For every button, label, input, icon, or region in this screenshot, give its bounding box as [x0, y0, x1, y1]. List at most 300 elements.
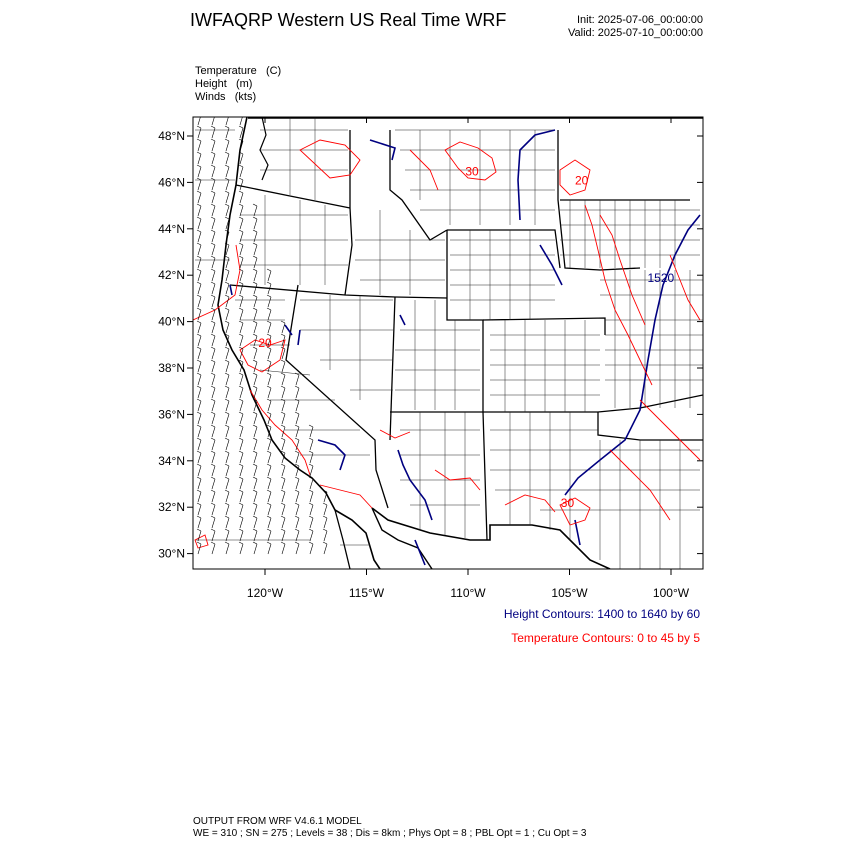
wind-barb-flag [211, 178, 215, 180]
wind-barb-flag [197, 165, 201, 167]
wind-barb [268, 271, 271, 281]
wind-barb-flag [211, 217, 215, 219]
wind-barb-flag [281, 503, 285, 505]
wind-barb [282, 505, 285, 515]
wind-barb [324, 544, 327, 554]
wind-barb-flag [239, 204, 243, 206]
wind-barb-flag [295, 490, 299, 492]
wind-barb [268, 479, 271, 489]
wind-barb [226, 349, 229, 359]
wind-barb-flag [225, 347, 229, 349]
wind-barb [296, 531, 299, 541]
wind-barb [282, 362, 285, 372]
wind-barb-flag [197, 269, 201, 271]
wind-barb-flag [281, 464, 285, 466]
wind-barb-flag [197, 425, 201, 427]
wind-barb [226, 284, 229, 294]
wind-barb [212, 440, 215, 450]
wind-barb-flag [197, 438, 201, 440]
contour-label: 30 [560, 496, 575, 511]
wind-barb [212, 167, 215, 177]
wind-barb-flag [253, 438, 257, 440]
wind-barb-flag [281, 438, 285, 440]
wind-barb [324, 505, 327, 515]
wind-barb-flag [267, 451, 271, 453]
wind-barb [282, 544, 285, 554]
border-mexico [372, 508, 610, 569]
wind-barb-flag [267, 503, 271, 505]
wind-barb-flag [253, 360, 257, 362]
wind-barb-flag [267, 542, 271, 544]
wind-barb-flag [239, 230, 243, 232]
wind-barb [310, 440, 313, 450]
wind-barb-flag [211, 386, 215, 388]
wind-barb [226, 518, 229, 528]
wind-barb-flag [197, 360, 201, 362]
wind-barb [212, 362, 215, 372]
wind-barb [198, 310, 201, 320]
wind-barb [254, 440, 257, 450]
wind-barb-flag [197, 113, 201, 115]
wind-barb [268, 466, 271, 476]
wind-barb [254, 271, 257, 281]
wind-barb-flag [211, 425, 215, 427]
wind-barb [254, 518, 257, 528]
wind-barb [226, 492, 229, 502]
wind-barb [296, 401, 299, 411]
wind-barb-flag [267, 464, 271, 466]
wind-barb [282, 492, 285, 502]
wind-barb [282, 466, 285, 476]
wind-barb-flag [225, 152, 229, 154]
wind-barb-flag [239, 477, 243, 479]
wind-barb-flag [253, 282, 257, 284]
wind-barb [268, 440, 271, 450]
wind-barb-flag [225, 451, 229, 453]
wind-barb-flag [197, 230, 201, 232]
wind-barb-flag [295, 503, 299, 505]
wind-barb [268, 531, 271, 541]
wind-barb [240, 388, 243, 398]
wind-barb [296, 427, 299, 437]
wind-barb-flag [225, 308, 229, 310]
wind-barb-flag [239, 295, 243, 297]
wind-barb-flag [253, 477, 257, 479]
wind-barb-flag [267, 321, 271, 323]
wind-barb-flag [225, 542, 229, 544]
wind-barb-flag [211, 477, 215, 479]
wind-barb-flag [211, 113, 215, 115]
wind-barb-flag [197, 542, 201, 544]
wind-barb [282, 518, 285, 528]
wind-barb [268, 362, 271, 372]
wind-barb [310, 466, 313, 476]
wind-barb [240, 271, 243, 281]
wind-barb [296, 518, 299, 528]
wind-barb-flag [253, 451, 257, 453]
wind-barb-flag [295, 529, 299, 531]
wind-barb-flag [197, 412, 201, 414]
wind-barb-flag [197, 503, 201, 505]
wind-barb-flag [211, 204, 215, 206]
wind-barb [198, 479, 201, 489]
wind-barb [198, 297, 201, 307]
wind-barb [324, 518, 327, 528]
wind-barb [212, 232, 215, 242]
wind-barb [240, 193, 243, 203]
wind-barb [198, 440, 201, 450]
wind-barb-flag [267, 360, 271, 362]
wind-barb [254, 414, 257, 424]
field-height: Height (m) [195, 78, 253, 90]
lon-label: 115°W [348, 586, 385, 600]
wind-barb [212, 466, 215, 476]
wind-barb-flag [239, 516, 243, 518]
wind-barb-flag [253, 334, 257, 336]
wind-barb [268, 505, 271, 515]
wind-barb [212, 141, 215, 151]
lat-label: 38°N [158, 361, 185, 375]
init-time: Init: 2025-07-06_00:00:00 [577, 14, 703, 26]
wind-barb [212, 518, 215, 528]
wind-barb [282, 440, 285, 450]
wind-barb [226, 193, 229, 203]
wind-barb [226, 531, 229, 541]
wind-barb [226, 401, 229, 411]
model-version: OUTPUT FROM WRF V4.6.1 MODEL [193, 816, 362, 827]
wind-barb-flag [197, 516, 201, 518]
wind-barb [212, 479, 215, 489]
wind-barb-flag [211, 269, 215, 271]
wind-barb [268, 414, 271, 424]
wind-barb [226, 128, 229, 138]
wind-barb-flag [239, 282, 243, 284]
wind-barb-flag [281, 542, 285, 544]
wind-barb [240, 232, 243, 242]
wind-barb [212, 128, 215, 138]
wind-barb-flag [253, 516, 257, 518]
wind-barb-flag [281, 412, 285, 414]
wind-barb-flag [211, 321, 215, 323]
lat-label: 36°N [158, 407, 185, 422]
wind-barb-flag [197, 152, 201, 154]
wind-barb [198, 375, 201, 385]
baja-coast [335, 510, 350, 569]
contour-label: 20 [575, 173, 589, 188]
wind-barb-flag [281, 516, 285, 518]
wind-barb-flag [253, 308, 257, 310]
wind-barb [254, 219, 257, 229]
wind-barb [226, 375, 229, 385]
wind-barb [212, 388, 215, 398]
wind-barb [198, 206, 201, 216]
wind-barb-flag [239, 425, 243, 427]
wind-barb-flag [295, 412, 299, 414]
wind-barb [212, 206, 215, 216]
height-contours-legend: Height Contours: 1400 to 1640 by 60 [503, 607, 700, 621]
wind-barb-flag [267, 308, 271, 310]
wind-barb-flag [225, 490, 229, 492]
wind-barb-flag [239, 464, 243, 466]
wind-barb-flag [295, 477, 299, 479]
wind-barb-flag [211, 503, 215, 505]
temperature-contours-legend: Temperature Contours: 0 to 45 by 5 [511, 631, 700, 645]
wind-barb-flag [267, 269, 271, 271]
wind-barb [254, 297, 257, 307]
field-list [195, 65, 281, 104]
wind-barb-flag [225, 425, 229, 427]
wind-barb [198, 232, 201, 242]
lon-label: 120°W [246, 586, 284, 600]
wind-barb [212, 219, 215, 229]
wind-barb-flag [323, 529, 327, 531]
wind-barb [198, 466, 201, 476]
wind-barb [240, 167, 243, 177]
wind-barb-flag [239, 503, 243, 505]
wind-barb [226, 479, 229, 489]
wind-barb-flag [225, 529, 229, 531]
wind-barb-flag [239, 243, 243, 245]
wind-barb-flag [281, 425, 285, 427]
wind-barb [282, 414, 285, 424]
wind-barb-flag [211, 334, 215, 336]
wind-barb [254, 427, 257, 437]
wind-barb [226, 206, 229, 216]
wind-barb [324, 531, 327, 541]
wind-barb-flag [323, 542, 327, 544]
wind-barb-flag [295, 542, 299, 544]
wind-barb [212, 258, 215, 268]
wind-barb [240, 375, 243, 385]
wind-barb [198, 362, 201, 372]
wind-barb-flag [225, 217, 229, 219]
wind-barb [310, 531, 313, 541]
wind-barb [198, 492, 201, 502]
wind-barb-flag [253, 217, 257, 219]
wind-barb-flag [225, 256, 229, 258]
wind-barb [310, 427, 313, 437]
wind-barb [282, 479, 285, 489]
wind-barb [198, 219, 201, 229]
wind-barb-flag [267, 425, 271, 427]
wind-barb [240, 245, 243, 255]
wind-barb-flag [197, 178, 201, 180]
wind-barb-flag [225, 386, 229, 388]
wind-barb [240, 258, 243, 268]
wind-barb [212, 414, 215, 424]
wind-barb [296, 388, 299, 398]
wind-barb-flag [295, 438, 299, 440]
wind-barb [226, 505, 229, 515]
wind-barb [268, 349, 271, 359]
wind-barb [226, 258, 229, 268]
wind-barb-flag [225, 464, 229, 466]
wind-barb [268, 453, 271, 463]
wind-barb-flag [225, 295, 229, 297]
wind-barb [268, 310, 271, 320]
wind-barb [254, 336, 257, 346]
field-temperature: Temperature (C) [195, 65, 282, 77]
wind-barb [198, 414, 201, 424]
wind-barb-flag [211, 191, 215, 193]
wind-barb [240, 531, 243, 541]
wind-barb [268, 492, 271, 502]
wind-barb [254, 232, 257, 242]
lat-label: 44°N [158, 221, 185, 236]
wind-barb-flag [309, 490, 313, 492]
wind-barb [198, 531, 201, 541]
contour-labels [258, 164, 674, 510]
wind-barb [310, 505, 313, 515]
wind-barb [310, 544, 313, 554]
wind-barb-flag [253, 230, 257, 232]
wind-barb-flag [239, 165, 243, 167]
wind-barb-flag [197, 321, 201, 323]
wind-barb-flag [225, 204, 229, 206]
wind-barb-flag [197, 256, 201, 258]
wind-barb [198, 336, 201, 346]
wind-barb-flag [267, 490, 271, 492]
wind-barb-flag [197, 373, 201, 375]
wind-barb-flag [239, 386, 243, 388]
wind-barb [212, 193, 215, 203]
wind-barb-flag [281, 334, 285, 336]
lat-label: 40°N [158, 314, 185, 329]
wind-barb-flag [211, 438, 215, 440]
wind-barb [212, 336, 215, 346]
wind-barb [282, 323, 285, 333]
wind-barb-flag [239, 178, 243, 180]
contour-label: 20 [258, 336, 272, 351]
wind-barb-flag [281, 477, 285, 479]
wind-barb [226, 180, 229, 190]
wind-barb-flag [323, 516, 327, 518]
wind-barb-flag [267, 438, 271, 440]
wind-barb [240, 297, 243, 307]
wind-barb [198, 427, 201, 437]
wind-barb-flag [211, 399, 215, 401]
wind-barb-flag [253, 256, 257, 258]
wind-barb-flag [267, 373, 271, 375]
wind-barb [226, 167, 229, 177]
wind-barb [240, 427, 243, 437]
wind-barb-flag [225, 139, 229, 141]
wind-barb-flag [253, 542, 257, 544]
wind-barb-flag [239, 308, 243, 310]
wind-barb-flag [295, 386, 299, 388]
wind-barb [212, 505, 215, 515]
wind-barb [282, 375, 285, 385]
lat-label: 32°N [158, 500, 185, 515]
wind-barb-flag [239, 334, 243, 336]
wind-barb [240, 154, 243, 164]
wind-barb-flag [281, 373, 285, 375]
wind-barb-flag [211, 347, 215, 349]
lat-label: 34°N [158, 453, 185, 468]
wind-barb [212, 245, 215, 255]
wind-barb [240, 401, 243, 411]
wind-barb [296, 505, 299, 515]
wind-barb [240, 219, 243, 229]
wind-barb-flag [225, 178, 229, 180]
wind-barb [198, 128, 201, 138]
wind-barb-flag [225, 399, 229, 401]
wind-barb [240, 479, 243, 489]
wind-barb [296, 453, 299, 463]
wind-barb [240, 206, 243, 216]
wind-barb [268, 323, 271, 333]
wind-barb-flag [211, 516, 215, 518]
wind-barb [198, 167, 201, 177]
wind-barb [254, 388, 257, 398]
wind-barb [254, 453, 257, 463]
wind-barb [198, 154, 201, 164]
wind-barb [240, 336, 243, 346]
wind-barb-flag [253, 503, 257, 505]
wind-barb-flag [309, 529, 313, 531]
init-valid-times [568, 14, 703, 40]
wind-barb [198, 388, 201, 398]
wind-barb-flag [197, 451, 201, 453]
wind-barb-flag [281, 529, 285, 531]
wind-barb [240, 492, 243, 502]
wind-barb [198, 180, 201, 190]
wind-barb [198, 453, 201, 463]
wind-barb [198, 284, 201, 294]
wind-barb-flag [239, 256, 243, 258]
wind-barb [310, 518, 313, 528]
wind-barb-flag [253, 243, 257, 245]
wind-barb-flag [197, 204, 201, 206]
wind-barb-flag [225, 503, 229, 505]
map-title: IWFAQRP Western US Real Time WRF [190, 10, 507, 30]
wind-barb-flag [239, 191, 243, 193]
wind-barb-flag [309, 464, 313, 466]
wind-barb-flag [281, 490, 285, 492]
wind-barb [240, 440, 243, 450]
wind-barb [240, 505, 243, 515]
wind-barb-flag [281, 360, 285, 362]
wind-barb [212, 401, 215, 411]
wind-barb [310, 479, 313, 489]
wind-barb-flag [197, 347, 201, 349]
wind-barb [296, 414, 299, 424]
wind-barb-flag [253, 464, 257, 466]
model-info [193, 816, 586, 840]
wind-barb-flag [309, 516, 313, 518]
wind-barb-flag [211, 230, 215, 232]
wind-barb [212, 154, 215, 164]
wind-barb [254, 245, 257, 255]
wind-barb-flag [197, 490, 201, 492]
wind-barb-flag [239, 113, 243, 115]
wind-barb [226, 297, 229, 307]
wind-barb-flag [253, 321, 257, 323]
wind-barb [254, 349, 257, 359]
wind-barb [226, 323, 229, 333]
wind-barb [282, 388, 285, 398]
wind-barb-flag [239, 217, 243, 219]
wind-barb-flag [295, 425, 299, 427]
field-winds: Winds (kts) [195, 91, 257, 103]
wind-barb-flag [309, 503, 313, 505]
wind-barb [254, 284, 257, 294]
wind-barb [226, 427, 229, 437]
wind-barb-flag [211, 490, 215, 492]
wind-barb [212, 271, 215, 281]
wind-barb [240, 544, 243, 554]
wind-barb [198, 193, 201, 203]
